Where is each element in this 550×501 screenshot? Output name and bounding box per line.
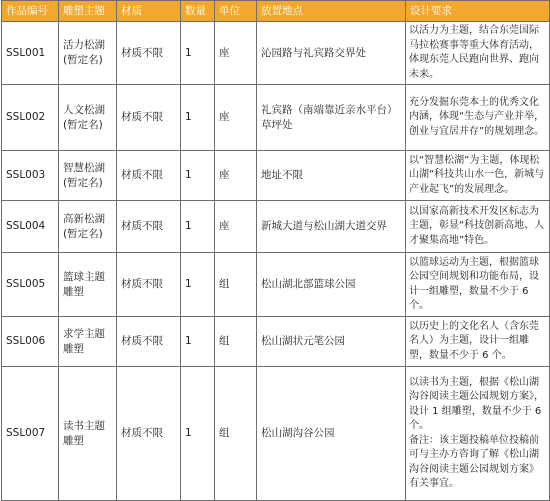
cell-unit: 座 <box>215 151 257 201</box>
cell-quantity: 1 <box>181 253 215 317</box>
cell-requirement: 充分发掘东莞本土的优秀文化内涵，体现“生态与产业并举，创业与宜居并存”的规划理念。 <box>406 85 550 151</box>
cell-location: 松山湖北部篮球公园 <box>257 253 406 317</box>
sculpture-requirements-table <box>1 0 550 501</box>
header-unit: 单位 <box>215 1 257 22</box>
cell-material: 材质不限 <box>117 85 181 151</box>
cell-id: SSL002 <box>2 85 59 151</box>
cell-location: 松山湖状元笔公园 <box>257 317 406 367</box>
header-requirement: 设计要求 <box>406 1 550 22</box>
cell-location: 礼宾路（南端靠近亲水平台）草坪处 <box>257 85 406 151</box>
cell-unit: 组 <box>215 367 257 501</box>
header-location: 放置地点 <box>257 1 406 22</box>
cell-theme: 高新松湖 (暂定名) <box>59 201 117 253</box>
header-material: 材质 <box>117 1 181 22</box>
cell-unit: 组 <box>215 317 257 367</box>
header-id: 作品编号 <box>2 1 59 22</box>
cell-location: 新城大道与松山湖大道交界 <box>257 201 406 253</box>
cell-theme: 人文松湖 (暂定名) <box>59 85 117 151</box>
cell-quantity: 1 <box>181 85 215 151</box>
cell-theme: 读书主题雕塑 <box>59 367 117 501</box>
cell-unit: 组 <box>215 253 257 317</box>
cell-requirement: 以篮球运动为主题，根据篮球公园空间规划和功能布局，设计一组雕塑，数量不少于 6 个。 <box>406 253 550 317</box>
table-row <box>2 253 550 317</box>
table-header-row <box>2 1 550 22</box>
cell-id: SSL003 <box>2 151 59 201</box>
table-row <box>2 367 550 501</box>
cell-material: 材质不限 <box>117 253 181 317</box>
cell-quantity: 1 <box>181 317 215 367</box>
cell-id: SSL004 <box>2 201 59 253</box>
cell-material: 材质不限 <box>117 367 181 501</box>
cell-id: SSL005 <box>2 253 59 317</box>
cell-requirement: 以历史上的文化名人（含东莞名人）为主题，设计一组雕塑，数量不少于 6 个。 <box>406 317 550 367</box>
cell-requirement: 以国家高新技术开发区标志为主题，彰显“科技创新高地、人才聚集高地”特色。 <box>406 201 550 253</box>
table-row <box>2 22 550 85</box>
cell-material: 材质不限 <box>117 317 181 367</box>
cell-quantity: 1 <box>181 367 215 501</box>
cell-id: SSL006 <box>2 317 59 367</box>
cell-theme: 活力松湖 (暂定名) <box>59 22 117 85</box>
cell-material: 材质不限 <box>117 151 181 201</box>
cell-location: 沁园路与礼宾路交界处 <box>257 22 406 85</box>
cell-quantity: 1 <box>181 151 215 201</box>
cell-material: 材质不限 <box>117 201 181 253</box>
cell-requirement: 以“智慧松湖”为主题，体现松山湖“科技共山水一色，新城与产业起飞”的发展理念。 <box>406 151 550 201</box>
cell-unit: 座 <box>215 85 257 151</box>
cell-unit: 座 <box>215 22 257 85</box>
cell-material: 材质不限 <box>117 22 181 85</box>
cell-location: 地址不限 <box>257 151 406 201</box>
cell-unit: 座 <box>215 201 257 253</box>
cell-requirement: 以读书为主题，根据《松山湖沟谷阅读主题公园规划方案》，设计 1 组雕塑，数量不少于 6 个。 备注：该主题投稿单位投稿前可与主办方咨询了解《松山湖沟谷阅读主题公园规划方案》有关事宜。 <box>406 367 550 501</box>
cell-quantity: 1 <box>181 201 215 253</box>
table-row <box>2 317 550 367</box>
cell-quantity: 1 <box>181 22 215 85</box>
cell-id: SSL001 <box>2 22 59 85</box>
cell-location: 松山湖沟谷公园 <box>257 367 406 501</box>
header-theme: 雕塑主题 <box>59 1 117 22</box>
cell-theme: 智慧松湖 (暂定名) <box>59 151 117 201</box>
cell-requirement: 以活力为主题，结合东莞国际马拉松赛事等重大体育活动，体现东莞人民跑向世界、跑向未来。 <box>406 22 550 85</box>
table-row <box>2 201 550 253</box>
table-row <box>2 151 550 201</box>
cell-theme: 篮球主题雕塑 <box>59 253 117 317</box>
cell-theme: 求学主题雕塑 <box>59 317 117 367</box>
table-row <box>2 85 550 151</box>
header-quantity: 数量 <box>181 1 215 22</box>
cell-id: SSL007 <box>2 367 59 501</box>
